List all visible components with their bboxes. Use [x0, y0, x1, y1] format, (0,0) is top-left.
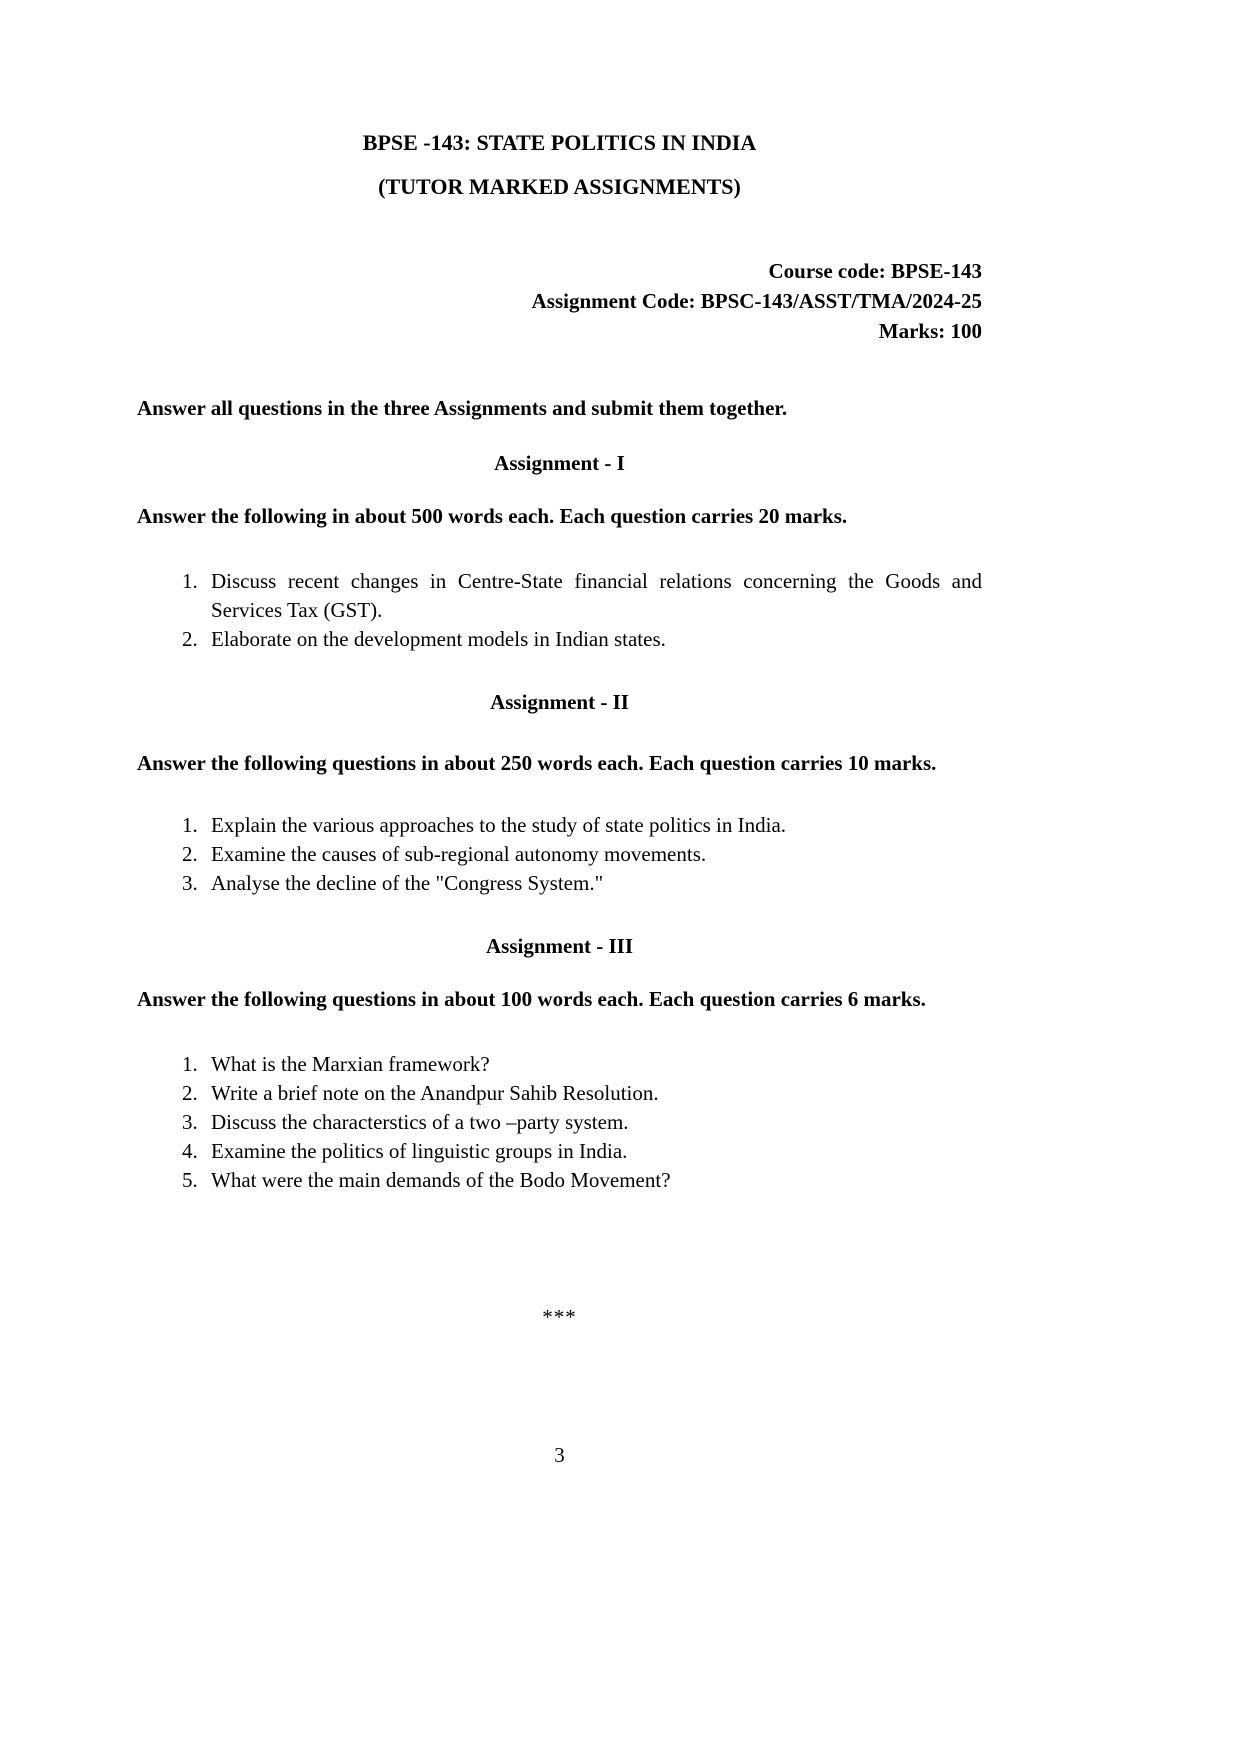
course-code: Course code: BPSE-143 — [768, 259, 982, 283]
assignment-2-instruction: Answer the following questions in about 250 words each. Each question carries 10 marks. — [137, 751, 937, 775]
assignment-code: Assignment Code: BPSC-143/ASST/TMA/2024-25 — [531, 289, 982, 313]
question-item: 1. Explain the various approaches to the study of state politics in India. — [203, 811, 982, 840]
end-separator: *** — [542, 1305, 577, 1329]
assignment-1-question-list — [137, 567, 982, 654]
assignment-1-heading: Assignment - I — [494, 451, 625, 475]
question-item: 1. Discuss recent changes in Centre-State financial relations concerning the Goods and Services Tax (GST). — [203, 567, 982, 625]
assignment-3-instruction: Answer the following questions in about 100 words each. Each question carries 6 marks. — [137, 987, 926, 1011]
course-codes-block — [137, 256, 982, 346]
question-item: 2. Examine the causes of sub-regional autonomy movements. — [203, 840, 982, 869]
question-item: 3. Discuss the characterstics of a two –party system. — [203, 1108, 982, 1137]
assignment-2-question-list — [137, 811, 982, 898]
question-item: 4. Examine the politics of linguistic groups in India. — [203, 1137, 982, 1166]
assignment-2-heading: Assignment - II — [490, 690, 629, 714]
assignment-3-question-list — [137, 1050, 982, 1195]
assignment-3-heading: Assignment - III — [485, 934, 634, 958]
question-item: 5. What were the main demands of the Bodo Movement? — [203, 1166, 982, 1195]
marks-total: Marks: 100 — [878, 319, 982, 343]
question-item: 3. Analyse the decline of the "Congress System." — [203, 869, 982, 898]
general-instruction: Answer all questions in the three Assignments and submit them together. — [137, 396, 788, 420]
question-item: 1. What is the Marxian framework? — [203, 1050, 982, 1079]
page-number: 3 — [554, 1443, 565, 1467]
assignment-1-instruction: Answer the following in about 500 words each. Each question carries 20 marks. — [137, 504, 848, 528]
question-item: 2. Elaborate on the development models in Indian states. — [203, 625, 982, 654]
page-title: BPSE -143: STATE POLITICS IN INDIA — [362, 130, 757, 155]
question-item: 2. Write a brief note on the Anandpur Sahib Resolution. — [203, 1079, 982, 1108]
page-subtitle: (TUTOR MARKED ASSIGNMENTS) — [378, 174, 741, 199]
